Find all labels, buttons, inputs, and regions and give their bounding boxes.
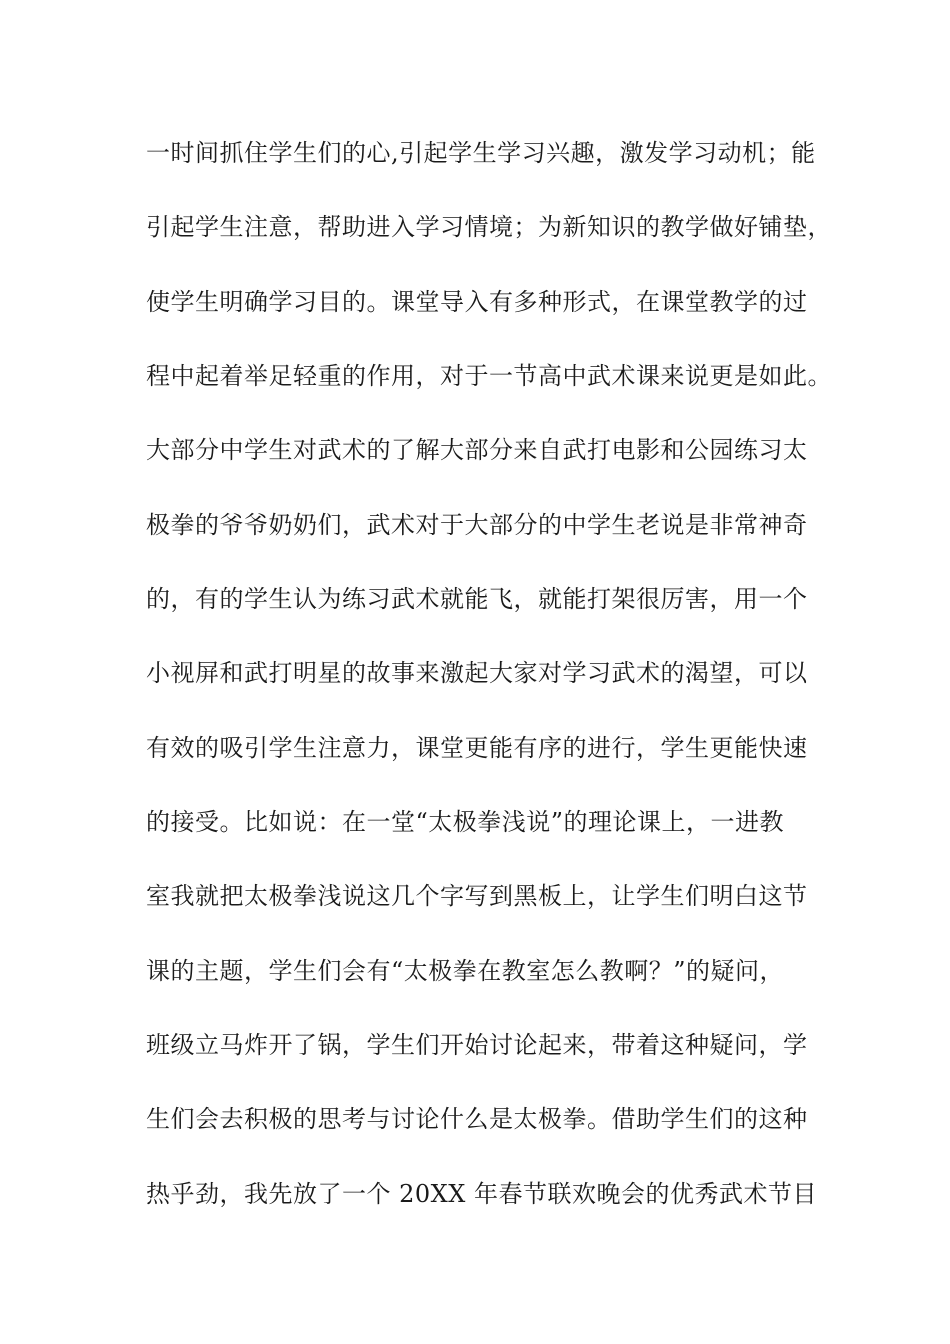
text-line: 课的主题，学生们会有“太极拳在教室怎么教啊？”的疑问，: [146, 957, 785, 985]
text-line: 室我就把太极拳浅说这几个字写到黑板上，让学生们明白这节: [146, 882, 808, 910]
text-line: 热乎劲，我先放了一个 20XX 年春节联欢晚会的优秀武术节目: [146, 1180, 817, 1208]
text-line: 的接受。比如说：在一堂“太极拳浅说”的理论课上，一进教: [146, 808, 785, 836]
text-line: 班级立马炸开了锅，学生们开始讨论起来，带着这种疑问，学: [146, 1031, 808, 1059]
text-line: 有效的吸引学生注意力，课堂更能有序的进行，学生更能快速: [146, 734, 808, 762]
text-line: 程中起着举足轻重的作用，对于一节高中武术课来说更是如此。: [146, 362, 832, 390]
text-line: 的，有的学生认为练习武术就能飞，就能打架很厉害，用一个: [146, 585, 808, 613]
text-line: 极拳的爷爷奶奶们，武术对于大部分的中学生老说是非常神奇: [146, 511, 808, 539]
text-line: 引起学生注意，帮助进入学习情境；为新知识的教学做好铺垫，: [146, 213, 832, 241]
text-line: 使学生明确学习目的。课堂导入有多种形式，在课堂教学的过: [146, 288, 808, 316]
text-line: 生们会去积极的思考与讨论什么是太极拳。借助学生们的这种: [146, 1105, 808, 1133]
text-line: 大部分中学生对武术的了解大部分来自武打电影和公园练习太: [146, 436, 808, 464]
text-line: 小视屏和武打明星的故事来激起大家对学习武术的渴望，可以: [146, 659, 808, 687]
text-line: 一时间抓住学生们的心,引起学生学习兴趣，激发学习动机；能: [146, 139, 816, 167]
